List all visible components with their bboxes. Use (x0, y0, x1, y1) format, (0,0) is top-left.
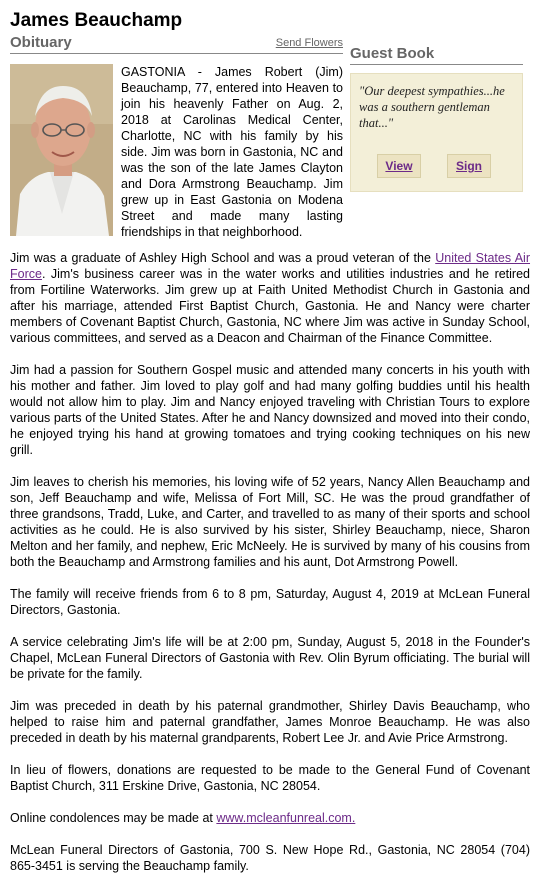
obituary-section-header (10, 35, 343, 54)
obituary-header (10, 10, 343, 54)
paragraph-survivors: Jim leaves to cherish his memories, his loving wife of 52 years, Nancy Allen Beauchamp and son, Jeff Beauchamp and wife, Melissa of Fort Mill, SC. He was the proud grandfather of three grandsons, Tradd, Luke, and Carter, and travelled to as many of their sports and school activities as he could. He is also survived by his sister, Shirley Beauchamp, niece, Sharon Melton and her family, and nephew, Eric McNeely. He is survived by many of his cousins from both the Beauchamp and Armstrong families and his aunt, Dot Armstrong Powell. (10, 475, 530, 569)
intro-block (10, 64, 343, 240)
obituary-page (0, 10, 540, 874)
career-text-end: . Jim's business career was in the water works and utilities industries and he retired from Fortiline Waterworks. Jim grew up at Faith United Methodist Church in Gastonia and after his marriage, attended First Baptist Church, Gastonia. He and Nancy were charter members of Covenant Baptist Church, Gastonia, NC where Jim was active in Sunday School, various committees, and served as a Deacon and Chairman of the Finance Committee. (10, 267, 530, 345)
career-text-start: Jim was a graduate of Ashley High School and was a proud veteran of the (10, 251, 436, 265)
guest-book-panel (350, 46, 523, 192)
air-force-link[interactable]: United States Air Force (10, 251, 531, 281)
section-title: Obituary (10, 34, 72, 51)
deceased-name: James Beauchamp (10, 10, 183, 31)
condolences-text: Online condolences may be made at (10, 811, 217, 825)
paragraph-funeral-home: McLean Funeral Directors of Gastonia, 700 S. New Hope Rd., Gastonia, NC 28054 (704) 865-3451 is serving the Beauchamp family. (10, 843, 530, 873)
portrait-image (10, 64, 113, 236)
paragraph-preceded: Jim was preceded in death by his paternal grandmother, Shirley Davis Beauchamp, who helped to raise him and paternal grandfather, James Monroe Beauchamp. He was also preceded in death by his maternal grandparents, Robert Lee Jr. and Avie Price Armstrong. (10, 699, 530, 745)
paragraph-condolences (10, 810, 530, 826)
paragraph-visitation: The family will receive friends from 6 to 8 pm, Saturday, August 4, 2019 at McLean Funeral Directors, Gastonia. (10, 587, 530, 617)
intro-text: GASTONIA - James Robert (Jim) Beauchamp, 77, entered into Heaven to join his heavenly Father on Aug. 2, 2018 at Carolinas Medical Center, Charlotte, NC with his family by his side. Jim was born in Gastonia, NC and was the son of the late James Clayton and Dora Armstrong Beauchamp. Jim grew up in East Gastonia on Modena Street and made many lasting friendships in that neighborhood. (121, 65, 343, 239)
sign-button[interactable]: Sign (447, 154, 491, 178)
paragraph-service: A service celebrating Jim's life will be at 2:00 pm, Sunday, August 5, 2018 in the Founder's Chapel, McLean Funeral Directors of Gastonia with Rev. Olin Byrum officiating. The burial will be private for the family. (10, 635, 530, 681)
paragraph-career (10, 250, 530, 346)
funeral-home-link[interactable]: www.mcleanfunreal.com. (216, 811, 356, 825)
guest-book-title: Guest Book (350, 46, 523, 65)
view-button[interactable]: View (377, 154, 421, 178)
guest-book-box (350, 73, 523, 192)
paragraph-donations: In lieu of flowers, donations are requested to be made to the General Fund of Covenant Baptist Church, 311 Erskine Drive, Gastonia, NC 28054. (10, 763, 530, 793)
portrait-photo (10, 64, 113, 236)
paragraph-hobbies: Jim had a passion for Southern Gospel music and attended many concerts in his youth with his mother and father. Jim loved to play golf and had many golfing buddies until his health would not allow him to play. Jim and Nancy enjoyed traveling with Christian Tours to explore various parts of the United States. After he and Nancy downsized and moved into their condo, he enjoyed trying his hand at growing tomatoes and trying cooking techniques on his new grill. (10, 363, 530, 457)
guest-book-quote: "Our deepest sympathies...he was a southern gentleman that..." (359, 84, 505, 130)
send-flowers-link[interactable]: Send Flowers (275, 37, 343, 49)
